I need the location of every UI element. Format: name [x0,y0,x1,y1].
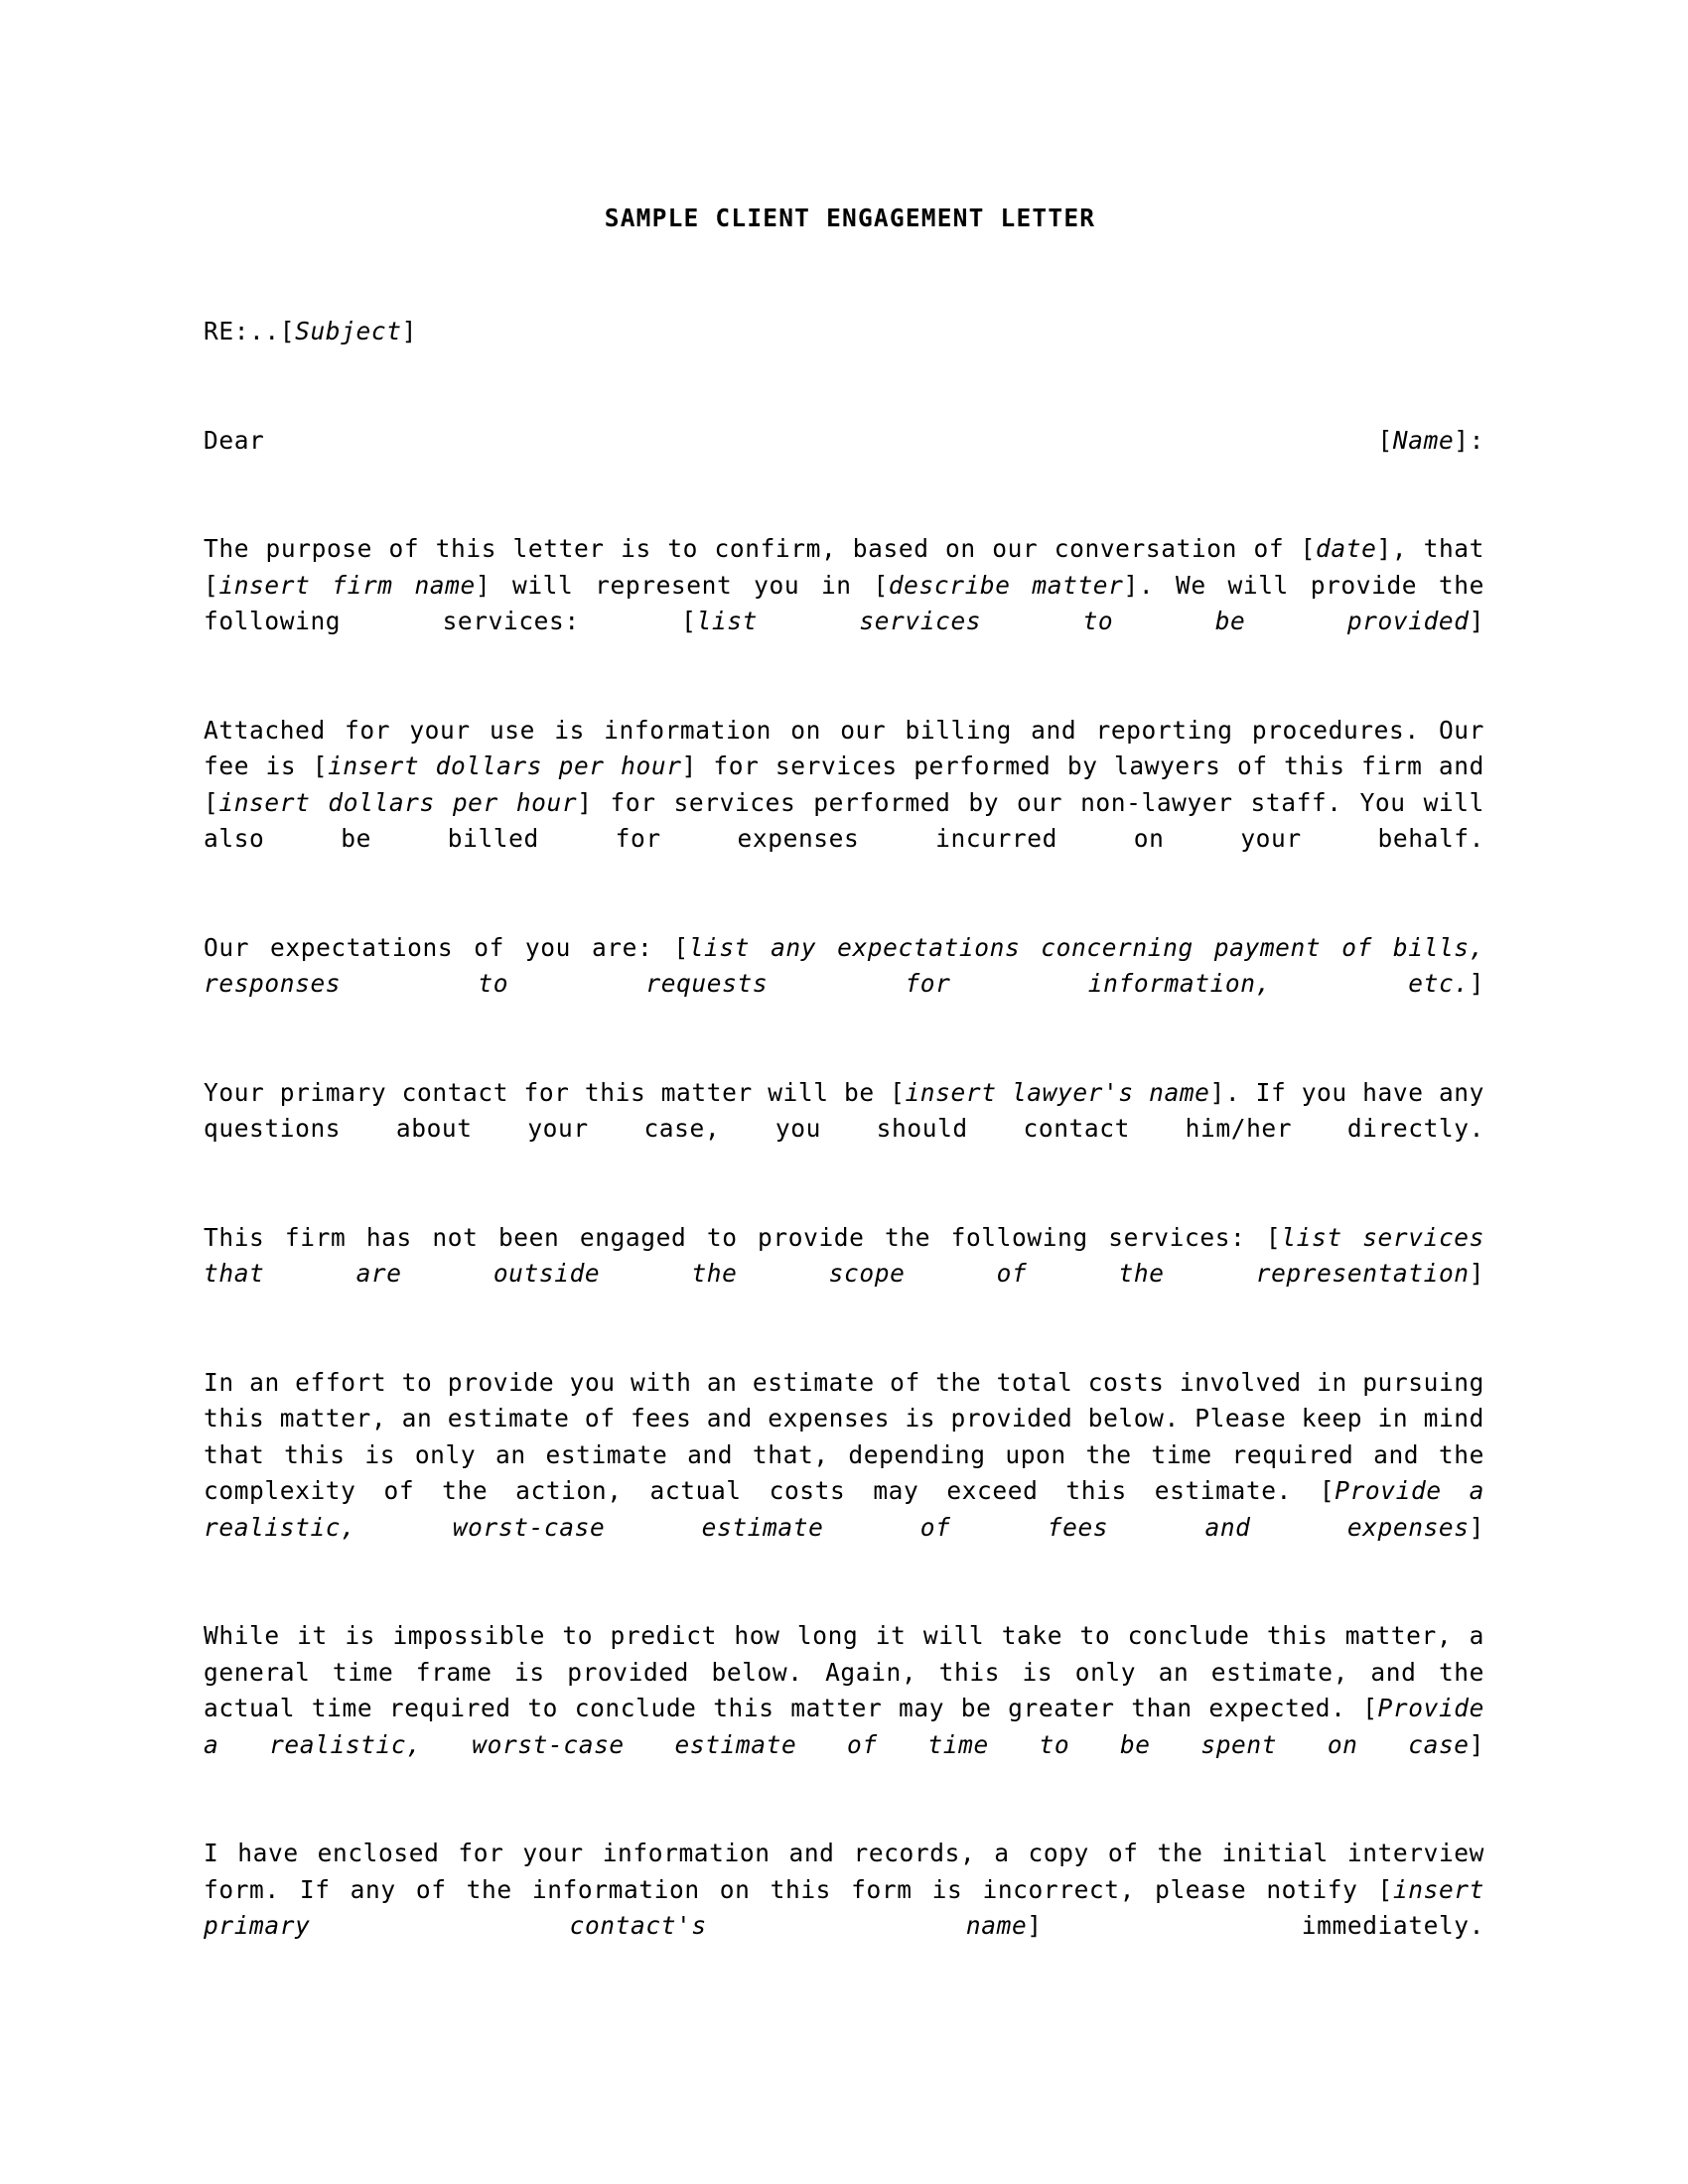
placeholder-text: insert primary contact's name [204,1874,1484,1940]
placeholder-text: describe matter [888,570,1124,600]
letter-body [204,314,1484,1980]
paragraph-container [204,531,1484,1980]
body-text: ] immediately. [1027,1911,1484,1940]
placeholder-text: list any expectations concerning payment of bills, responses to requests for information, etc. [204,932,1485,998]
subject-prefix: RE:..[ [204,317,296,345]
body-text: ] will represent you in [ [475,570,889,600]
body-text: Attached for your use is information on our billing and reporting procedures. Our fee is [ [204,715,1484,780]
body-text: ] [1469,1259,1484,1288]
body-text: ]. We will provide the following services: [ [204,570,1484,635]
subject-suffix: ] [401,317,417,345]
salutation-placeholder: Name [1392,425,1455,455]
paragraph-primary-contact [204,1075,1484,1184]
body-text: I have enclosed for your information and records, a copy of the initial interview form. If any of the information on this form is incorrect, please notify [ [204,1839,1484,1904]
subject-placeholder: Subject [295,317,402,345]
body-text: Your primary contact for this matter will be [ [204,1077,906,1107]
paragraph-billing [204,713,1484,894]
body-text: ] [1469,969,1484,998]
paragraph-time-estimate [204,1618,1484,1800]
body-text: ] for services performed by lawyers of this firm and [ [204,751,1484,817]
salutation-suffix: ]: [1454,425,1484,455]
subject-line [204,314,1484,386]
body-text: This firm has not been engaged to provide the following services: [ [204,1222,1282,1252]
paragraph-purpose [204,531,1484,676]
placeholder-text: Provide a realistic, worst-case estimate of fees and expenses [204,1476,1484,1542]
page-title: SAMPLE CLIENT ENGAGEMENT LETTER [604,204,1096,232]
placeholder-text: list services to be provided [696,607,1470,635]
body-text: ] [1469,1729,1484,1759]
placeholder-text: insert dollars per hour [218,787,578,817]
body-text: In an effort to provide you with an estimate of the total costs involved in pursuing this matter, an estimate of fees and expenses is provided below. Please keep in mind that this is only an estimate and that, depending upon the time required and the complexity of the action, actual costs may exceed this estimate. [ [204,1367,1484,1505]
body-text: ] for services performed by our non-lawyer staff. You will also be billed for expenses incurred on your behalf. [204,787,1484,853]
body-text: The purpose of this letter is to confirm, based on our conversation of [ [204,534,1317,563]
placeholder-text: date [1316,534,1377,563]
body-text: ]. If you have any questions about your case, you should contact him/her directly. [204,1077,1484,1143]
placeholder-text: Provide a realistic, worst-case estimate of time to be spent on case [204,1694,1484,1759]
paragraph-not-engaged [204,1220,1484,1329]
placeholder-text: list services that are outside the scope of the representation [204,1222,1484,1288]
body-text: ] [1469,607,1484,635]
placeholder-text: insert firm name [218,570,476,600]
body-text: ] [1469,1512,1484,1542]
placeholder-text: insert dollars per hour [328,751,682,780]
body-text: ], that [ [204,534,1485,600]
paragraph-interview-form [204,1836,1484,1980]
paragraph-cost-estimate [204,1365,1484,1582]
placeholder-text: insert lawyer's name [905,1077,1210,1107]
salutation-prefix: Dear [ [204,425,1393,455]
body-text: While it is impossible to predict how long it will take to conclude this matter, a general time frame is provided below. Again, this is only an estimate, and the actual time required to conclude this matter may be greater than expected. [ [204,1621,1484,1722]
paragraph-expectations [204,930,1484,1039]
body-text: Our expectations of you are: [ [204,932,689,962]
salutation [204,423,1484,495]
